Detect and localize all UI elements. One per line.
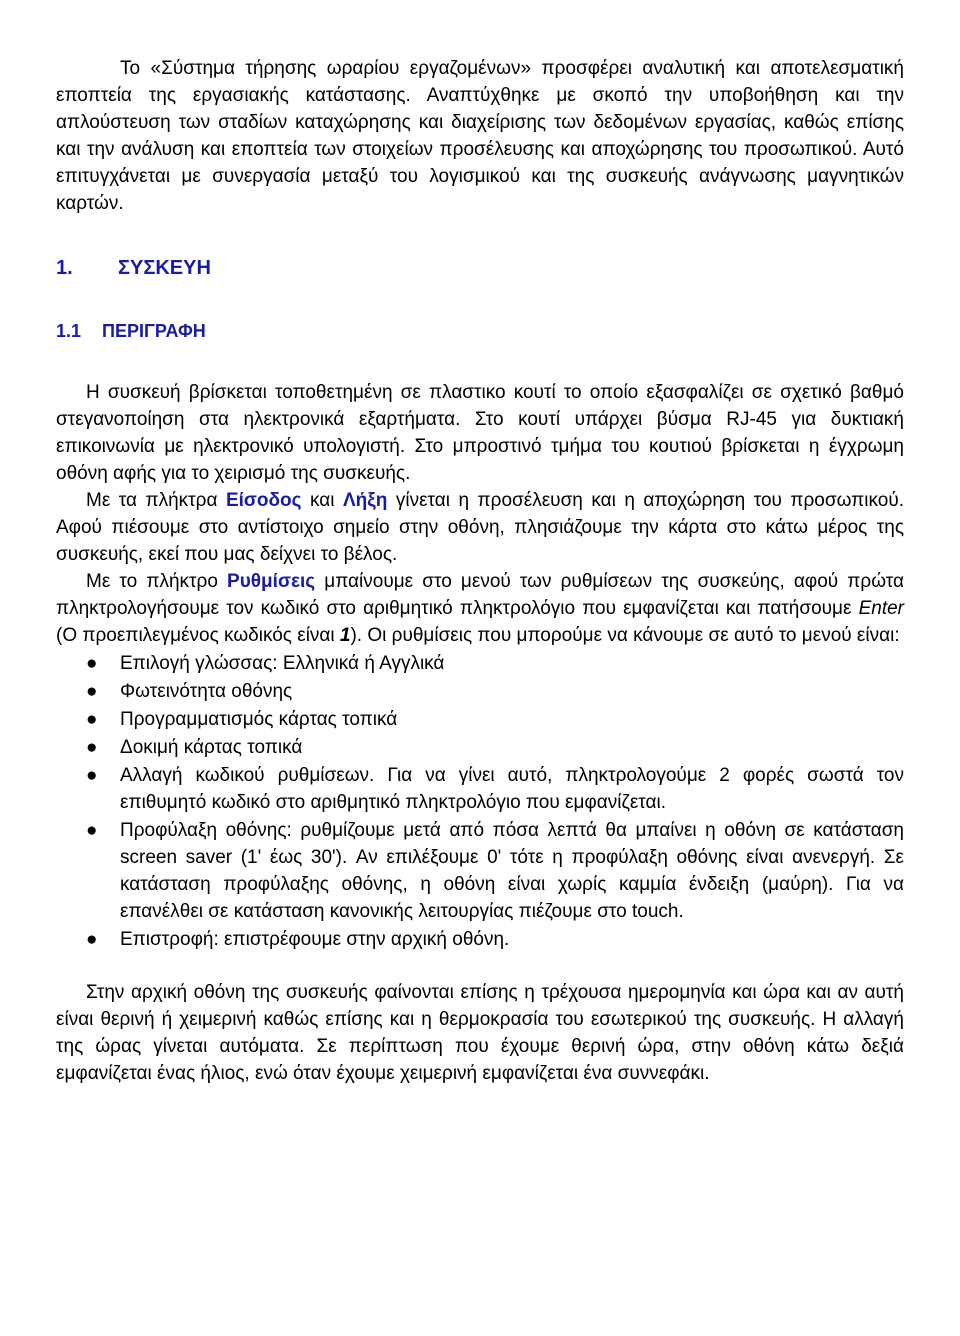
- closing-paragraph: Στην αρχική οθόνη της συσκευής φαίνονται επίσης η τρέχουσα ημερομηνία και ώρα και αν αυτή είναι θερινή ή χειμερινή καθώς επίσης και η θερμοκρασία του εσωτερικού της συσκευής. Η αλλαγή της ώρας γίνεται αυτόματα. Σε περίπτωση που έχουμε θερινή ώρα, στην οθόνη κάτω δεξιά εμφανίζεται ένας ήλιος, ενώ όταν έχουμε χειμερινή εμφανίζεται ένα συννεφάκι.: [56, 982, 904, 1084]
- bullet-icon: ●: [86, 737, 98, 758]
- text-run: (Ο προεπιλεγμένος κωδικός είναι: [56, 625, 340, 646]
- list-item-text: Αλλαγή κωδικού ρυθμίσεων. Για να γίνει αυτό, πληκτρολογούμε 2 φορές σωστά τον επιθυμητό κωδικό στο αριθμητικό πληκτρολόγιο που εμφανίζεται.: [120, 765, 904, 813]
- default-code: 1: [339, 625, 351, 646]
- bullet-icon: ●: [86, 765, 98, 786]
- exit-button-label: Λήξη: [343, 490, 388, 511]
- list-item: [56, 926, 904, 953]
- subsection-number: 1.1: [56, 321, 82, 341]
- enter-key-label: Enter: [858, 598, 904, 619]
- bullet-icon: ●: [86, 820, 98, 841]
- settings-paragraph: [56, 568, 904, 649]
- intro-paragraph: Το «Σύστημα τήρησης ωραρίου εργαζομένων» προσφέρει αναλυτική και αποτελεσματική εποπτεία της εργασιακής κατάστασης. Αναπτύχθηκε με σκοπό την υποβοήθηση και την απλούστευση των σταδίων καταχώρησης και διαχείρισης των δεδομένων εργασίας, καθώς επίσης και την ανάλυση και εποπτεία των στοιχείων προσέλευσης και αποχώρησης του προσωπικού. Αυτό επιτυγχάνεται με συνεργασία μεταξύ του λογισμικού και της συσκευής ανάγνωσης μαγνητικών καρτών.: [56, 58, 904, 214]
- buttons-paragraph: [56, 487, 904, 568]
- entry-button-label: Είσοδος: [225, 490, 302, 511]
- bullet-icon: ●: [86, 929, 98, 950]
- settings-button-label: Ρυθμίσεις: [227, 571, 316, 592]
- bullet-icon: ●: [86, 681, 98, 702]
- list-item: [56, 678, 904, 705]
- list-item-text: Φωτεινότητα οθόνης: [120, 681, 293, 702]
- text-run: ). Οι ρυθμίσεις που μπορούμε να κάνουμε σε αυτό το μενού είναι:: [350, 625, 900, 646]
- settings-list: [56, 650, 904, 953]
- list-item-text: Προγραμματισμός κάρτας τοπικά: [120, 709, 398, 730]
- subsection-heading-1-1: [56, 318, 904, 345]
- list-item-text: Επιστροφή: επιστρέφουμε στην αρχική οθόνη.: [120, 929, 510, 950]
- text-run: Με τα πλήκτρα: [86, 490, 226, 511]
- subsection-title: ΠΕΡΙΓΡΑΦΗ: [102, 321, 206, 341]
- list-item: [56, 734, 904, 761]
- list-item: [56, 650, 904, 677]
- list-item-text: Επιλογή γλώσσας: Ελληνικά ή Αγγλικά: [120, 653, 445, 674]
- text-run: και: [301, 490, 343, 511]
- list-item: [56, 706, 904, 733]
- text-run: μπαίνουμε στο μενού των ρυθμίσεων της συσκεύης, αφού πρώτα πληκτρολογήσουμε τον κωδικό στο αριθμητικό πληκτρολόγιο που εμφανίζεται και πατήσουμε: [56, 571, 904, 619]
- text-run: γίνεται η προσέλευση και η αποχώρηση του προσωπικού. Αφού πιέσουμε στο αντίστοιχο σημείο στην οθόνη, πλησιάζουμε την κάρτα στο κάτω μέρος της συσκευής, εκεί που μας δείχνει το βέλος.: [56, 490, 904, 565]
- section-number: 1.: [56, 257, 73, 279]
- text-run: Με το πλήκτρο: [86, 571, 228, 592]
- description-paragraph: Η συσκευή βρίσκεται τοποθετημένη σε πλαστικο κουτί το οποίο εξασφαλίζει σε σχετικό βαθμό στεγανοποίηση στα ηλεκτρονικά εξαρτήματα. Στο κουτί υπάρχει βύσμα RJ-45 για δυκτιακή επικοινωνία με ηλεκτρονικό υπολογιστή. Στο μπροστινό τμήμα του κουτιού βρίσκεται η έγχρωμη οθόνη αφής για το χειρισμό της συσκευής.: [56, 382, 904, 484]
- bullet-icon: ●: [86, 709, 98, 730]
- list-item-text: Δοκιμή κάρτας τοπικά: [120, 737, 303, 758]
- list-item-text: Προφύλαξη οθόνης: ρυθμίζουμε μετά από πόσα λεπτά θα μπαίνει η οθόνη σε κατάσταση screen saver (1' έως 30'). Αν επιλέξουμε 0' τότε η προφύλαξη οθόνης είναι ανενεργή. Σε κατάσταση προφύλαξης οθόνης, η οθόνη είναι χωρίς καμμία ένδειξη (μαύρη). Για να επανέλθει σε κατάσταση κανονικής λειτουργίας πιέζουμε στο touch.: [120, 820, 904, 922]
- section-heading-1: [56, 255, 904, 282]
- list-item: [56, 762, 904, 816]
- list-item: [56, 817, 904, 925]
- bullet-icon: ●: [86, 653, 98, 674]
- section-title: ΣΥΣΚΕΥΗ: [118, 257, 211, 279]
